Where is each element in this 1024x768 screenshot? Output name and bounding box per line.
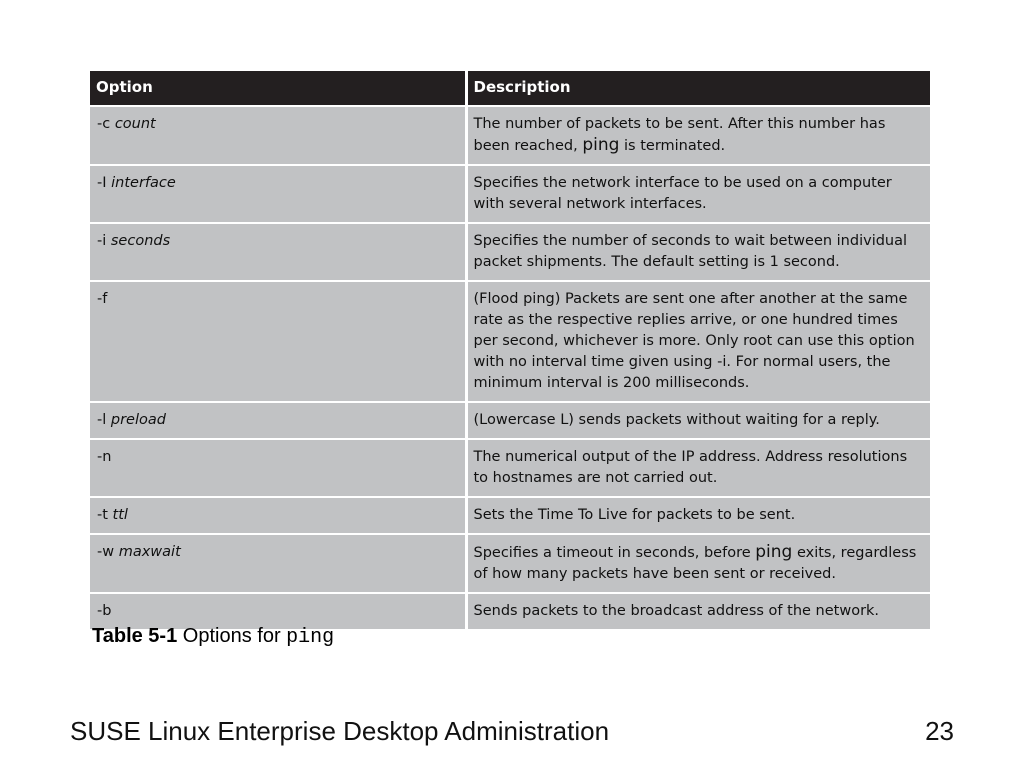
- description-text: Specifies a timeout in seconds, before: [473, 545, 756, 561]
- option-flag: -b: [97, 603, 112, 619]
- description-cell: [466, 165, 930, 223]
- page-number: 23: [925, 716, 954, 746]
- option-cell: [90, 534, 466, 593]
- footer-title: SUSE Linux Enterprise Desktop Administration: [70, 716, 610, 746]
- description-text: Specifies the number of seconds to wait between individual packet shipments. The default setting is 1 second.: [473, 233, 908, 270]
- header-description: Description: [466, 71, 930, 106]
- option-cell: [90, 106, 466, 165]
- option-cell: [90, 281, 466, 402]
- table-header-row: [90, 71, 930, 106]
- description-text: Sends packets to the broadcast address of the network.: [473, 603, 880, 619]
- description-text: is terminated.: [619, 138, 726, 154]
- description-cell: [466, 534, 930, 593]
- table-row: [90, 402, 930, 439]
- option-argument: count: [114, 116, 156, 132]
- description-text: The number of packets to be sent. After this number has been reached,: [473, 116, 886, 154]
- table-row: [90, 281, 930, 402]
- description-text: exits, regardless of how many packets have been sent or received.: [473, 545, 917, 582]
- option-flag: -f: [97, 291, 108, 307]
- inline-command: ping: [755, 542, 793, 562]
- option-cell: [90, 223, 466, 281]
- option-flag: -l: [97, 412, 111, 428]
- description-cell: [466, 593, 930, 630]
- caption-label: Table 5-1: [92, 625, 178, 647]
- option-flag: -I: [97, 175, 112, 191]
- table-caption: [92, 625, 334, 649]
- description-cell: [466, 106, 930, 165]
- option-argument: preload: [110, 412, 166, 428]
- option-cell: [90, 497, 466, 534]
- option-flag: -n: [97, 449, 112, 465]
- option-argument: ttl: [112, 507, 128, 523]
- table-body: [90, 106, 930, 630]
- option-flag: -w: [97, 544, 119, 560]
- caption-text: Options for: [177, 625, 287, 647]
- description-cell: [466, 402, 930, 439]
- option-flag: -i: [97, 233, 111, 249]
- description-text: (Lowercase L) sends packets without waiting for a reply.: [473, 412, 880, 428]
- description-cell: [466, 223, 930, 281]
- description-text: The numerical output of the IP address. Address resolutions to hostnames are not carried out.: [473, 449, 908, 486]
- option-flag: -t: [97, 507, 113, 523]
- description-cell: [466, 439, 930, 497]
- option-cell: [90, 402, 466, 439]
- option-argument: maxwait: [118, 544, 181, 560]
- table-row: [90, 223, 930, 281]
- option-flag: -c: [97, 116, 115, 132]
- ping-options-table: [90, 71, 930, 631]
- description-text: Specifies the network interface to be used on a computer with several network interfaces.: [473, 175, 892, 212]
- table-row: [90, 497, 930, 534]
- table-row: [90, 165, 930, 223]
- option-argument: interface: [111, 175, 176, 191]
- table-row: [90, 534, 930, 593]
- inline-command: ping: [582, 135, 620, 155]
- table-row: [90, 439, 930, 497]
- description-text: (Flood ping) Packets are sent one after another at the same rate as the respective replies arrive, or one hundred times per second, whichever is more. Only root can use this option with no interval time given using -i. For normal users, the minimum interval is 200 milliseconds.: [473, 291, 915, 391]
- option-cell: [90, 165, 466, 223]
- header-option: Option: [90, 71, 466, 106]
- description-cell: [466, 497, 930, 534]
- option-argument: seconds: [110, 233, 171, 249]
- caption-code: ping: [286, 626, 335, 649]
- option-cell: [90, 439, 466, 497]
- table-row: [90, 106, 930, 165]
- description-cell: [466, 281, 930, 402]
- description-text: Sets the Time To Live for packets to be sent.: [473, 507, 796, 523]
